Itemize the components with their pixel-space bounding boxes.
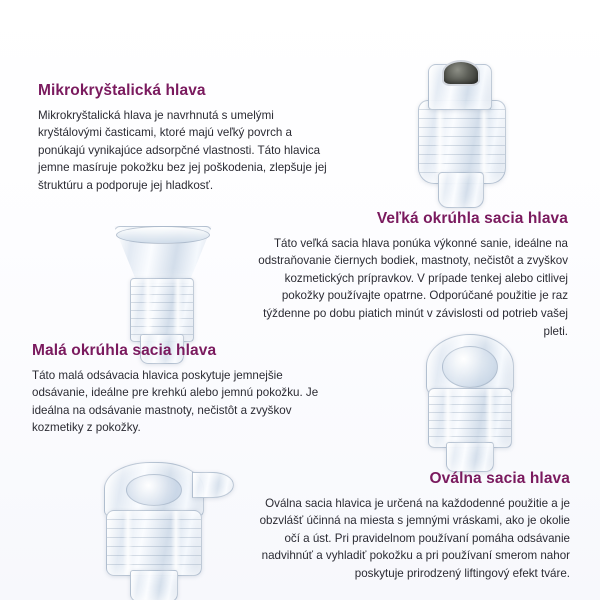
small-head-barrel	[428, 388, 512, 448]
microcrystal-abrasive-tip	[442, 60, 480, 86]
oval-suction-head-image	[80, 462, 240, 600]
section-small-round-suction-head	[32, 342, 322, 437]
section-title: Veľká okrúhla sacia hlava	[376, 210, 568, 227]
section-body: Oválna sacia hlavica je určená na každodenné použitie a je obzvlášť účinná na miesta s jemnými vráskami, ako je okolie očí a úst. Pri pravidelnom používaní pomáha odsávanie nadvihnúť a vyhladiť pokožku a pri používaní smerom nahor poskytuje prirodzený liftingový efekt tváre.	[259, 496, 570, 581]
section-large-round-suction-head	[246, 210, 568, 340]
microcrystal-head-image	[398, 60, 548, 210]
large-head-barrel	[130, 278, 194, 342]
section-title: Malá okrúhla sacia hlava	[32, 342, 217, 359]
small-head-opening	[442, 346, 498, 388]
oval-head-opening	[126, 474, 182, 506]
small-head-neck	[446, 442, 494, 472]
small-round-suction-head-image	[398, 332, 548, 472]
section-oval-suction-head	[244, 470, 570, 583]
section-title: Mikrokryštalická hlava	[38, 82, 206, 99]
oval-head-spout	[192, 472, 234, 498]
large-head-rim	[116, 226, 210, 244]
microcrystal-head-neck	[438, 172, 484, 208]
section-body: Mikrokryštalická hlava je navrhnutá s umelými kryštálovými časticami, ktoré majú veľký povrch a ponúkajú vynikajúce adsorpčné vlastnosti. Táto hlavica jemne masíruje pokožku bez jej poškodenia, zlepšuje jej štruktúru a podporuje jej hladkosť.	[38, 108, 327, 193]
section-body: Táto veľká sacia hlava ponúka výkonné sanie, ideálne na odstraňovanie čiernych bodiek, mastnoty, nečistôt a zvyškov kozmetických prípravkov. V prípade tenkej alebo citlivej pokožky používajte opatrne. Odporúčané použitie je raz týždenne po dobu piatich minút v závislosti od potrieb vašej pleti.	[258, 236, 568, 338]
section-microcrystal-head	[38, 82, 338, 195]
section-title: Oválna sacia hlava	[429, 470, 570, 487]
oval-head-neck	[130, 570, 178, 600]
section-body: Táto malá odsávacia hlavica poskytuje jemnejšie odsávanie, ideálne pre krehkú alebo jemnú pokožku. Je ideálna na odsávanie mastnoty, nečistôt a zvyškov kozmetiky z pokožky.	[32, 368, 319, 435]
oval-head-barrel	[106, 510, 202, 576]
